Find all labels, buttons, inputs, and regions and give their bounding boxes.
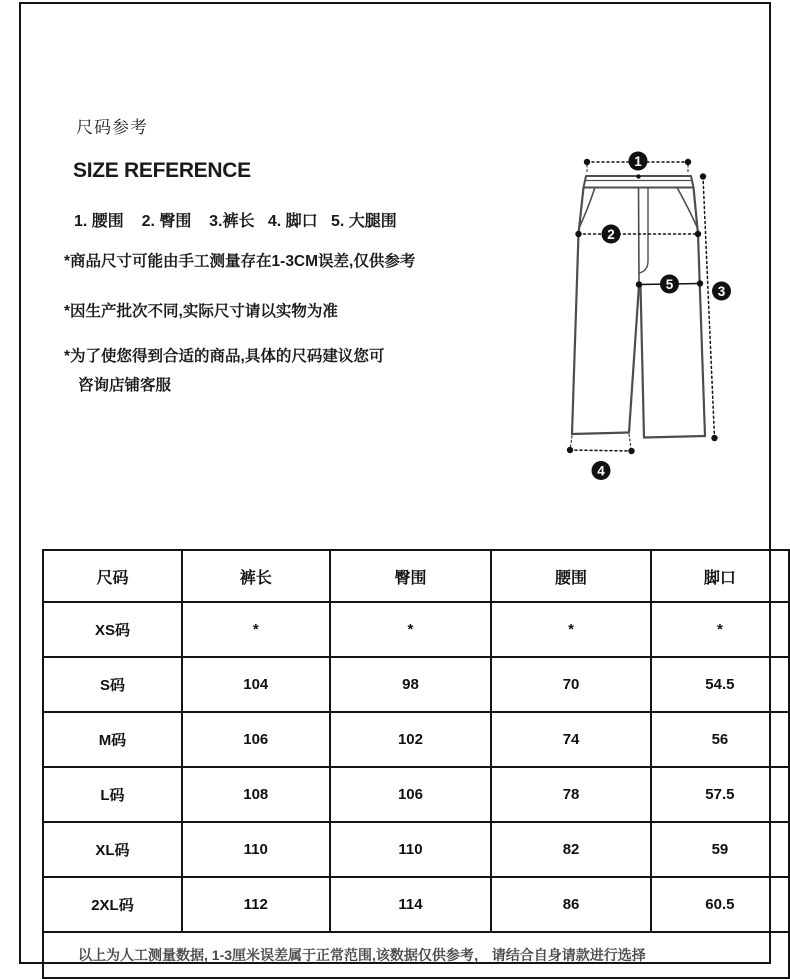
cell-value: 78 bbox=[491, 767, 651, 822]
cell-value: 102 bbox=[330, 712, 492, 767]
cell-value: 98 bbox=[330, 657, 492, 712]
cell-value: 114 bbox=[330, 877, 492, 932]
svg-text:2: 2 bbox=[607, 226, 615, 242]
disclaimer-measure-error: *商品尺寸可能由手工测量存在1-3CM误差,仅供参考 bbox=[64, 253, 416, 270]
size-label: M码 bbox=[43, 712, 182, 767]
pants-outline bbox=[572, 174, 705, 437]
cell-value: 54.5 bbox=[651, 657, 789, 712]
page-subtitle-en: SIZE REFERENCE bbox=[73, 159, 251, 182]
size-label: XL码 bbox=[43, 822, 182, 877]
cell-value: 82 bbox=[491, 822, 651, 877]
page-title: 尺码参考 bbox=[76, 118, 148, 137]
size-table-header-row bbox=[43, 550, 789, 602]
svg-text:4: 4 bbox=[597, 463, 605, 479]
cell-value: 74 bbox=[491, 712, 651, 767]
table-row-s bbox=[43, 657, 789, 712]
size-label: XS码 bbox=[43, 602, 182, 657]
cell-value: 110 bbox=[330, 822, 492, 877]
table-footer-note: 以上为人工测量数据, 1-3厘米误差属于正常范围,该数据仅供参考， 请结合自身请款进行选择 bbox=[43, 932, 789, 978]
cell-value: 104 bbox=[182, 657, 330, 712]
svg-text:1: 1 bbox=[634, 153, 642, 169]
cell-value: 70 bbox=[491, 657, 651, 712]
cell-value: 112 bbox=[182, 877, 330, 932]
content-frame bbox=[19, 2, 771, 964]
col-header-leg-opening: 脚口 bbox=[651, 550, 789, 602]
table-footer-row bbox=[43, 932, 789, 978]
measure-waist bbox=[584, 152, 691, 175]
table-row-2xl bbox=[43, 877, 789, 932]
measure-thigh bbox=[636, 275, 703, 294]
col-header-hip: 臀围 bbox=[330, 550, 492, 602]
table-row-xs bbox=[43, 602, 789, 657]
col-header-waist: 腰围 bbox=[491, 550, 651, 602]
cell-value: 106 bbox=[330, 767, 492, 822]
table-row-m bbox=[43, 712, 789, 767]
measurement-legend: 1. 腰围 2. 臀围 3.裤长 4. 脚口 5. 大腿围 bbox=[74, 213, 397, 230]
cell-value: 56 bbox=[651, 712, 789, 767]
cell-value: * bbox=[491, 602, 651, 657]
size-label: 2XL码 bbox=[43, 877, 182, 932]
cell-value: 57.5 bbox=[651, 767, 789, 822]
cell-value: 110 bbox=[182, 822, 330, 877]
disclaimer-batch: *因生产批次不同,实际尺寸请以实物为准 bbox=[64, 303, 338, 320]
svg-text:5: 5 bbox=[665, 276, 674, 292]
fly-line bbox=[639, 188, 648, 274]
size-label: S码 bbox=[43, 657, 182, 712]
cell-value: 86 bbox=[491, 877, 651, 932]
cell-value: 108 bbox=[182, 767, 330, 822]
disclaimer-contact-line2: 咨询店铺客服 bbox=[78, 377, 172, 394]
size-table bbox=[42, 549, 790, 979]
cell-value: 60.5 bbox=[651, 877, 789, 932]
col-header-size: 尺码 bbox=[43, 550, 182, 602]
disclaimer-contact-line1: *为了使您得到合适的商品,具体的尺码建议您可 bbox=[64, 348, 385, 365]
cell-value: * bbox=[651, 602, 789, 657]
table-row-l bbox=[43, 767, 789, 822]
col-header-pants-length: 裤长 bbox=[182, 550, 330, 602]
measure-leg-opening bbox=[567, 435, 635, 481]
pants-measurement-diagram bbox=[556, 144, 746, 494]
cell-value: 59 bbox=[651, 822, 789, 877]
size-label: L码 bbox=[43, 767, 182, 822]
cell-value: * bbox=[330, 602, 492, 657]
table-row-xl bbox=[43, 822, 789, 877]
cell-value: * bbox=[182, 602, 330, 657]
cell-value: 106 bbox=[182, 712, 330, 767]
svg-text:3: 3 bbox=[717, 283, 726, 299]
